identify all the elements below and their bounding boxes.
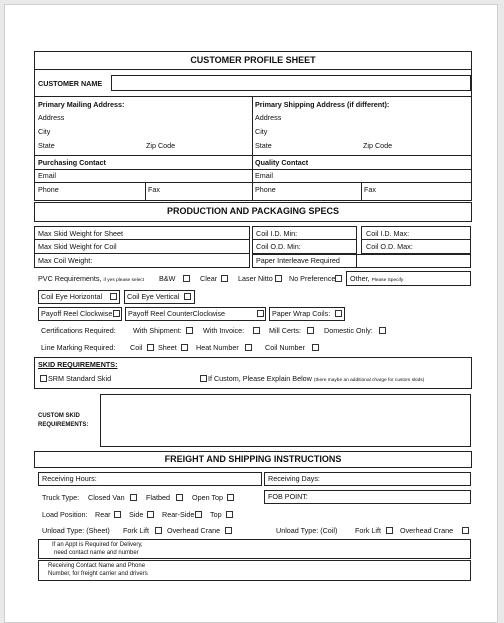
purchasing-fax[interactable]: Fax: [148, 185, 160, 194]
srm-standard-label: SRM Standard Skid: [48, 374, 112, 383]
load-top-label: Top: [210, 510, 222, 519]
load-rear-side-label: Rear-Side: [162, 510, 195, 519]
paper-wrap-label: Paper Wrap Coils:: [272, 309, 331, 318]
load-rear-side-checkbox[interactable]: [195, 511, 202, 518]
quality-title: Quality Contact: [255, 158, 309, 167]
paper-wrap-checkbox[interactable]: [335, 310, 342, 317]
fob-point-label: FOB POINT:: [268, 492, 308, 501]
coil-id-min[interactable]: Coil I.D. Min:: [256, 229, 298, 238]
closed-van-checkbox[interactable]: [130, 494, 137, 501]
coil-od-min[interactable]: Coil O.D. Min:: [256, 242, 301, 251]
line-coilnum-checkbox[interactable]: [312, 344, 319, 351]
mailing-title: Primary Mailing Address:: [38, 100, 125, 109]
flatbed-checkbox[interactable]: [176, 494, 183, 501]
freight-title: FREIGHT AND SHIPPING INSTRUCTIONS: [164, 454, 342, 464]
purchasing-title: Purchasing Contact: [38, 158, 106, 167]
pvc-nopref-checkbox[interactable]: [335, 275, 342, 282]
shipping-state[interactable]: State: [255, 141, 272, 150]
load-side-label: Side: [129, 510, 144, 519]
max-coil-weight[interactable]: Max Coil Weight:: [38, 256, 93, 265]
unload-sheet-crane-checkbox[interactable]: [225, 527, 232, 534]
quality-email[interactable]: Email: [255, 171, 273, 180]
custom-skid-req-input[interactable]: [100, 394, 471, 447]
pvc-laser-checkbox[interactable]: [275, 275, 282, 282]
payoff-cw-label: Payoff Reel Clockwise: [41, 309, 113, 318]
skid-requirements-title: SKID REQUIREMENTS:: [38, 360, 118, 369]
purchasing-phone[interactable]: Phone: [38, 185, 59, 194]
quality-fax[interactable]: Fax: [364, 185, 376, 194]
pvc-laser-label: Laser Nitto: [238, 274, 273, 283]
appointment-note-2: need contact name and number: [54, 550, 139, 556]
mailing-address[interactable]: Address: [38, 113, 65, 122]
receiving-contact-note-1: Receiving Contact Name and Phone: [48, 563, 146, 569]
unload-sheet-label: Unload Type: (Sheet): [42, 526, 110, 535]
unload-coil-label: Unload Type: (Coil): [276, 526, 338, 535]
load-rear-label: Rear: [95, 510, 111, 519]
custom-skid-req-label-1: CUSTOM SKID: [38, 413, 80, 419]
custom-skid-note: (there maybe an additional charge for custom skids): [313, 378, 425, 383]
form-frame: [34, 51, 472, 201]
unload-coil-forklift-checkbox[interactable]: [386, 527, 393, 534]
load-rear-checkbox[interactable]: [114, 511, 121, 518]
receiving-days-label: Receiving Days:: [268, 474, 320, 483]
shipping-address[interactable]: Address: [255, 113, 282, 122]
pvc-bw-checkbox[interactable]: [183, 275, 190, 282]
cert-shipment-label: With Shipment:: [133, 326, 182, 335]
cert-mill-checkbox[interactable]: [307, 327, 314, 334]
line-coil-label: Coil: [130, 343, 143, 352]
shipping-title: Primary Shipping Address (if different):: [255, 100, 390, 109]
cert-mill-label: Mill Certs:: [269, 326, 301, 335]
unload-coil-crane-label: Overhead Crane: [400, 526, 454, 535]
purchasing-email[interactable]: Email: [38, 171, 56, 180]
form-page: [4, 4, 498, 623]
cert-invoice-checkbox[interactable]: [253, 327, 260, 334]
custom-skid-label: If Custom, Please Explain Below (there maybe an additional charge for custom skids): [208, 374, 425, 383]
unload-coil-crane-checkbox[interactable]: [462, 527, 469, 534]
mailing-state[interactable]: State: [38, 141, 55, 150]
line-coil-checkbox[interactable]: [147, 344, 154, 351]
coil-eye-horizontal-checkbox[interactable]: [110, 293, 117, 300]
receiving-contact-note-2: Number, for freight carrier and drivers: [48, 571, 148, 577]
receiving-hours-label: Receiving Hours:: [42, 474, 97, 483]
line-heat-checkbox[interactable]: [245, 344, 252, 351]
page-title: CUSTOMER PROFILE SHEET: [190, 55, 316, 65]
coil-od-max[interactable]: Coil O.D. Max:: [366, 242, 413, 251]
max-skid-coil[interactable]: Max Skid Weight for Coil: [38, 242, 117, 251]
customer-name-label: CUSTOMER NAME: [38, 79, 103, 88]
payoff-cw-checkbox[interactable]: [113, 310, 120, 317]
cert-invoice-label: With Invoice:: [203, 326, 245, 335]
cert-domestic-checkbox[interactable]: [379, 327, 386, 334]
max-skid-sheet[interactable]: Max Skid Weight for Sheet: [38, 229, 123, 238]
pvc-other-note: Please Specify: [371, 278, 404, 283]
pvc-other-label: Other, Please Specify: [350, 274, 404, 283]
line-heat-label: Heat Number: [196, 343, 239, 352]
flatbed-label: Flatbed: [146, 493, 170, 502]
load-position-label: Load Position:: [42, 510, 88, 519]
shipping-zip[interactable]: Zip Code: [363, 141, 393, 150]
open-top-label: Open Top: [192, 493, 224, 502]
pvc-nopref-label: No Preference: [289, 274, 336, 283]
shipping-city[interactable]: City: [255, 127, 268, 136]
unload-sheet-forklift-checkbox[interactable]: [155, 527, 162, 534]
unload-sheet-forklift-label: Fork Lift: [123, 526, 149, 535]
cert-domestic-label: Domestic Only:: [324, 326, 373, 335]
cert-shipment-checkbox[interactable]: [186, 327, 193, 334]
line-sheet-checkbox[interactable]: [181, 344, 188, 351]
production-title: PRODUCTION AND PACKAGING SPECS: [166, 206, 339, 216]
cert-label: Certifications Required:: [41, 326, 116, 335]
coil-id-max[interactable]: Coil I.D. Max:: [366, 229, 410, 238]
line-marking-label: Line Marking Required:: [41, 343, 116, 352]
line-sheet-label: Sheet: [158, 343, 177, 352]
coil-eye-vertical-label: Coil Eye Vertical: [127, 292, 180, 301]
pvc-label: PVC Requirements, if yes please select: [38, 274, 145, 283]
unload-sheet-crane-label: Overhead Crane: [167, 526, 221, 535]
pvc-bw-label: B&W: [159, 274, 176, 283]
custom-skid-checkbox[interactable]: [200, 375, 207, 382]
unload-coil-forklift-label: Fork Lift: [355, 526, 381, 535]
payoff-ccw-label: Payoff Reel CounterClockwise: [128, 309, 225, 318]
quality-phone[interactable]: Phone: [255, 185, 276, 194]
open-top-checkbox[interactable]: [227, 494, 234, 501]
payoff-ccw-checkbox[interactable]: [257, 310, 264, 317]
closed-van-label: Closed Van: [88, 493, 125, 502]
line-coilnum-label: Coil Number: [265, 343, 305, 352]
load-side-checkbox[interactable]: [147, 511, 154, 518]
pvc-note: if yes please select: [103, 278, 145, 283]
mailing-city[interactable]: City: [38, 127, 51, 136]
truck-type-label: Truck Type:: [42, 493, 80, 502]
appointment-note-1: If an Appt is Required for Delivery,: [52, 542, 143, 548]
pvc-clear-checkbox[interactable]: [221, 275, 228, 282]
pvc-clear-label: Clear: [200, 274, 218, 283]
mailing-zip[interactable]: Zip Code: [146, 141, 176, 150]
load-top-checkbox[interactable]: [226, 511, 233, 518]
custom-skid-req-label-2: REQUIREMENTS:: [38, 422, 89, 428]
coil-eye-vertical-checkbox[interactable]: [184, 293, 191, 300]
paper-interleave-label: Paper Interleave Required: [256, 256, 340, 265]
coil-eye-horizontal-label: Coil Eye Horizontal: [41, 292, 103, 301]
customer-name-input[interactable]: [111, 75, 471, 91]
srm-standard-checkbox[interactable]: [40, 375, 47, 382]
